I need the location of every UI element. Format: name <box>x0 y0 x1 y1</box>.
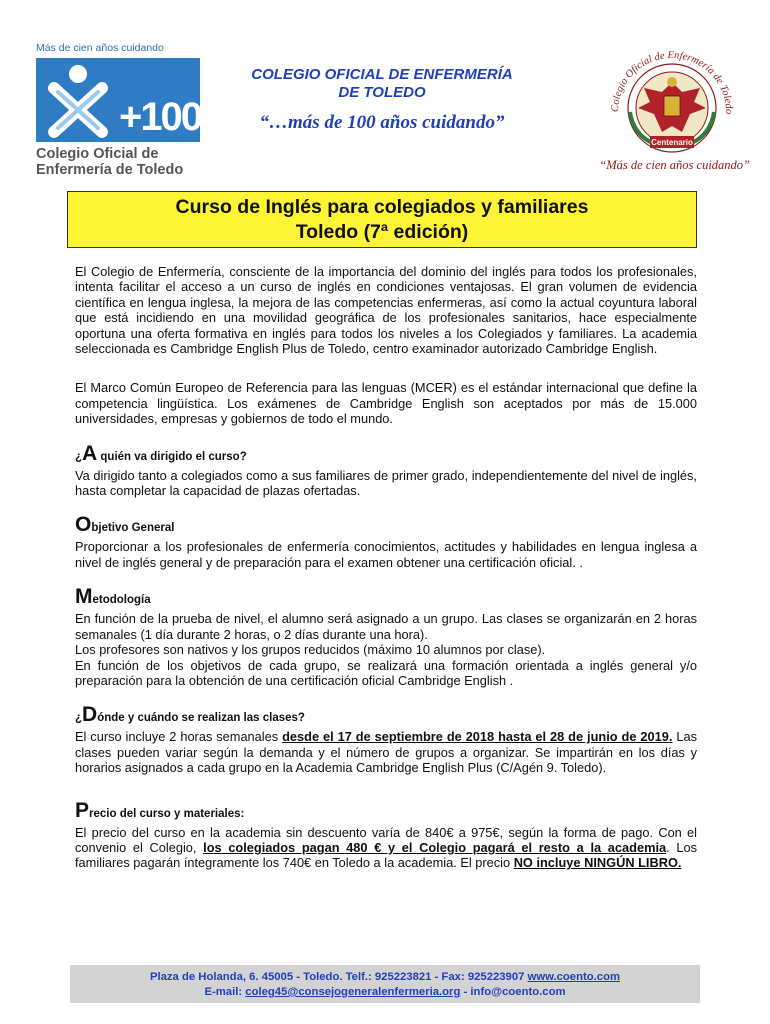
section-heading-method: Metodología <box>75 585 151 609</box>
course-title: Curso de Inglés para colegiados y familiares <box>175 196 589 218</box>
org-name-line2: DE TOLEDO <box>338 84 426 101</box>
header-title <box>222 66 542 134</box>
org-name <box>222 66 542 102</box>
no-book-notice: NO incluye NINGÚN LIBRO. <box>513 855 682 871</box>
method-line-1: En función de la prueba de nivel, el alumno será asignado a un grupo. Las clases se organizarán en 2 horas semanales (1 día durante 2 horas, o 2 días durante una hora). <box>75 611 697 642</box>
contact-footer <box>70 965 700 1003</box>
logo-plus-100: +100 <box>120 58 200 142</box>
intro-paragraph-1: El Colegio de Enfermería, consciente de la importancia del dominio del inglés para todos los profesionales, intenta facilitar el acceso a un curso de inglés en condiciones ventajosas. El gran volumen de evidencia científica en lengua inglesa, la mejora de las competencias enfermeras, así como la actual coyuntura laboral que está incidiendo en una movilidad geográfica de los profesionales sanitarios, hace especialmente oportuna una oferta formativa en inglés para todos los niveles a los Colegiados y familiares. La academia seleccionada es Cambridge English Plus de Toledo, centro examinador autorizado Cambridge English. <box>75 264 697 357</box>
footer-email-line: E-mail: coleg45@consejogeneralenfermeria.org - info@coento.com <box>204 986 566 998</box>
method-line-2: Los profesores son nativos y los grupos reducidos (máximo 10 alumnos por clase). <box>75 642 546 658</box>
org-name-line1: COLEGIO OFICIAL DE ENFERMERÍA <box>251 66 513 83</box>
section-text-price: El precio del curso en la academia sin descuento varía de 840€ a 975€, según la forma de pago. Con el convenio el Colegio, los colegiados pagan 480 € y el Colegio pagará el resto a la academia. Los familiares pagarán íntegramente los 740€ en Toledo a la academia. El precio NO incluye NINGÚN LIBRO. <box>75 824 697 871</box>
seal-emblem-icon <box>590 42 750 160</box>
section-heading-price: Precio del curso y materiales: <box>75 798 245 822</box>
method-line-3: En función de los objetivos de cada grupo, se realizará una formación orientada a inglés general y/o preparación para la obtención de una certificación oficial Cambridge English . <box>75 657 697 688</box>
section-heading-objective: Objetivo General <box>75 513 175 537</box>
logo-name-line1: Colegio Oficial de <box>36 146 159 162</box>
course-dates: desde el 17 de septiembre de 2018 hasta el 28 de junio de 2019. <box>282 729 673 745</box>
seal-ring-text: Colegio Oficial de Enfermería de Toledo <box>609 49 735 115</box>
section-text-who: Va dirigido tanto a colegiados como a sus familiares de primer grado, independientemente del nivel de inglés, hasta completar la capacidad de plazas ofertadas. <box>75 467 697 499</box>
email-link-1[interactable]: coleg45@consejogeneralenfermeria.org <box>245 986 461 998</box>
seal-ribbon-text: Centenario <box>651 138 693 147</box>
logo-tagline: Más de cien años cuidando <box>36 42 164 54</box>
college-logo <box>36 42 206 178</box>
section-heading-who: ¿A quién va dirigido el curso? <box>75 441 247 465</box>
website-link[interactable]: www.coento.com <box>527 971 621 983</box>
section-text-objective: Proporcionar a los profesionales de enfermería conocimientos, actitudes y habilidades en lengua inglesa a nivel de inglés general y de preparación para el examen obtener una certificación oficial. . <box>75 539 697 570</box>
logo-graphic <box>36 58 200 142</box>
header-motto: “…más de 100 años cuidando” <box>259 112 505 133</box>
logo-name <box>36 146 206 178</box>
course-subtitle: Toledo (7ª edición) <box>295 221 469 243</box>
centenary-seal <box>590 42 750 177</box>
intro-paragraph-2: El Marco Común Europeo de Referencia para las lenguas (MCER) es el estándar internacional que define la competencia lingüística. Los exámenes de Cambridge English son aceptados por más de 15.000 universidades, empresas y gobiernos de todo el mundo. <box>75 380 697 427</box>
section-text-where: El curso incluye 2 horas semanales desde el 17 de septiembre de 2018 hasta el 28 de junio de 2019. Las clases pueden variar según la demanda y el número de grupos a organizar. Se impartirán en los días y horarios asignados a cada grupo en la Academia Cambridge English Plus (C/Agén 9. Toledo). <box>75 729 697 776</box>
email-link-2[interactable]: info@coento.com <box>470 986 566 998</box>
document-body <box>75 264 697 871</box>
logo-name-line2: Enfermería de Toledo <box>36 162 184 178</box>
section-heading-where: ¿Dónde y cuándo se realizan las clases? <box>75 703 305 727</box>
seal-motto: “Más de cien años cuidando” <box>599 158 750 172</box>
footer-address-line: Plaza de Holanda, 6. 45005 - Toledo. Telf.: 925223821 - Fax: 925223907 www.coento.com <box>149 971 621 983</box>
course-title-box <box>67 191 697 248</box>
member-price: los colegiados pagan 480 € y el Colegio pagará el resto a la academia <box>203 839 667 855</box>
nurse-figure-icon <box>36 58 120 142</box>
